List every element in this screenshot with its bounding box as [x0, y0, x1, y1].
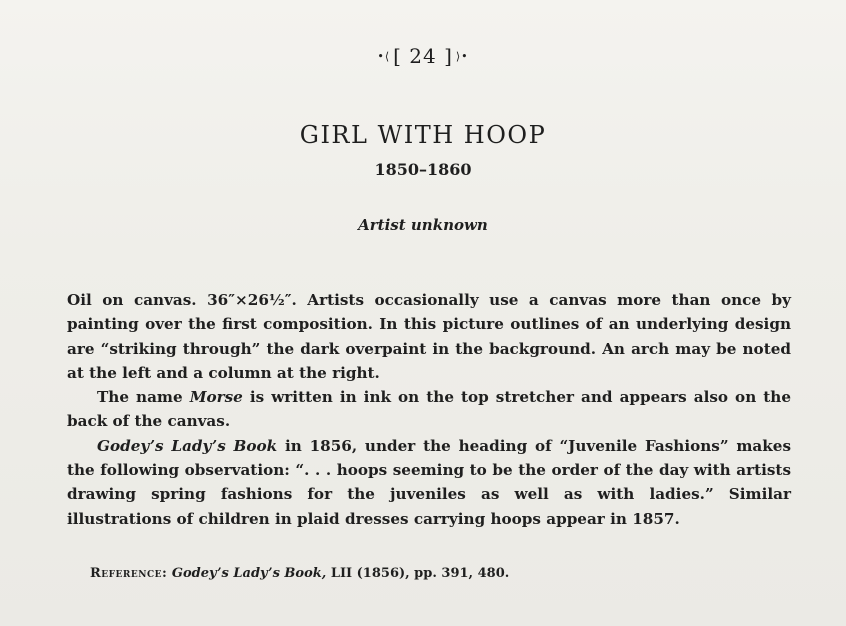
reference-label: Reference: [90, 566, 168, 581]
paragraph-1: Oil on canvas. 36″×26½″. Artists occasionally use a canvas more than once by painting over the first composition. In this picture outlines of an underlying design are “striking through” the dark overpaint in the background. An arch may be noted at the left and a column at the right. [67, 291, 791, 382]
reference-publication: Godey’s Lady’s Book, [171, 566, 327, 581]
artist-attribution: Artist unknown [358, 216, 488, 234]
description-body [67, 288, 791, 531]
paragraph-2-end: is written in ink on the top stretcher and appears also on the back of the canvas. [67, 388, 791, 431]
publication-title: Godey’s Lady’s Book [97, 436, 278, 455]
reference-line [90, 566, 509, 581]
artwork-dates: 1850–1860 [374, 160, 472, 179]
paragraph-3 [67, 434, 791, 531]
paragraph-3-text: in 1856, under the heading of “Juvenile Fashions” makes the following observation: “. . . hoops seeming to be the order of the day with artists drawing spring fashions for the juveniles as well as with ladies.” Similar illustrations of children in plaid dresses carrying hoops appear in 1857. [67, 436, 791, 528]
left-ornament-icon: •⟨ [377, 50, 391, 63]
right-ornament-icon: ⟩• [455, 50, 469, 63]
page-number-text: [ 24 ] [393, 44, 453, 68]
paragraph-2 [67, 385, 791, 434]
artwork-title: GIRL WITH HOOP [299, 121, 547, 149]
paragraph-2-start: The name [97, 388, 190, 407]
inscription-name: Morse [189, 388, 243, 407]
reference-details: LII (1856), pp. 391, 480. [326, 566, 510, 581]
page-number [0, 44, 846, 68]
